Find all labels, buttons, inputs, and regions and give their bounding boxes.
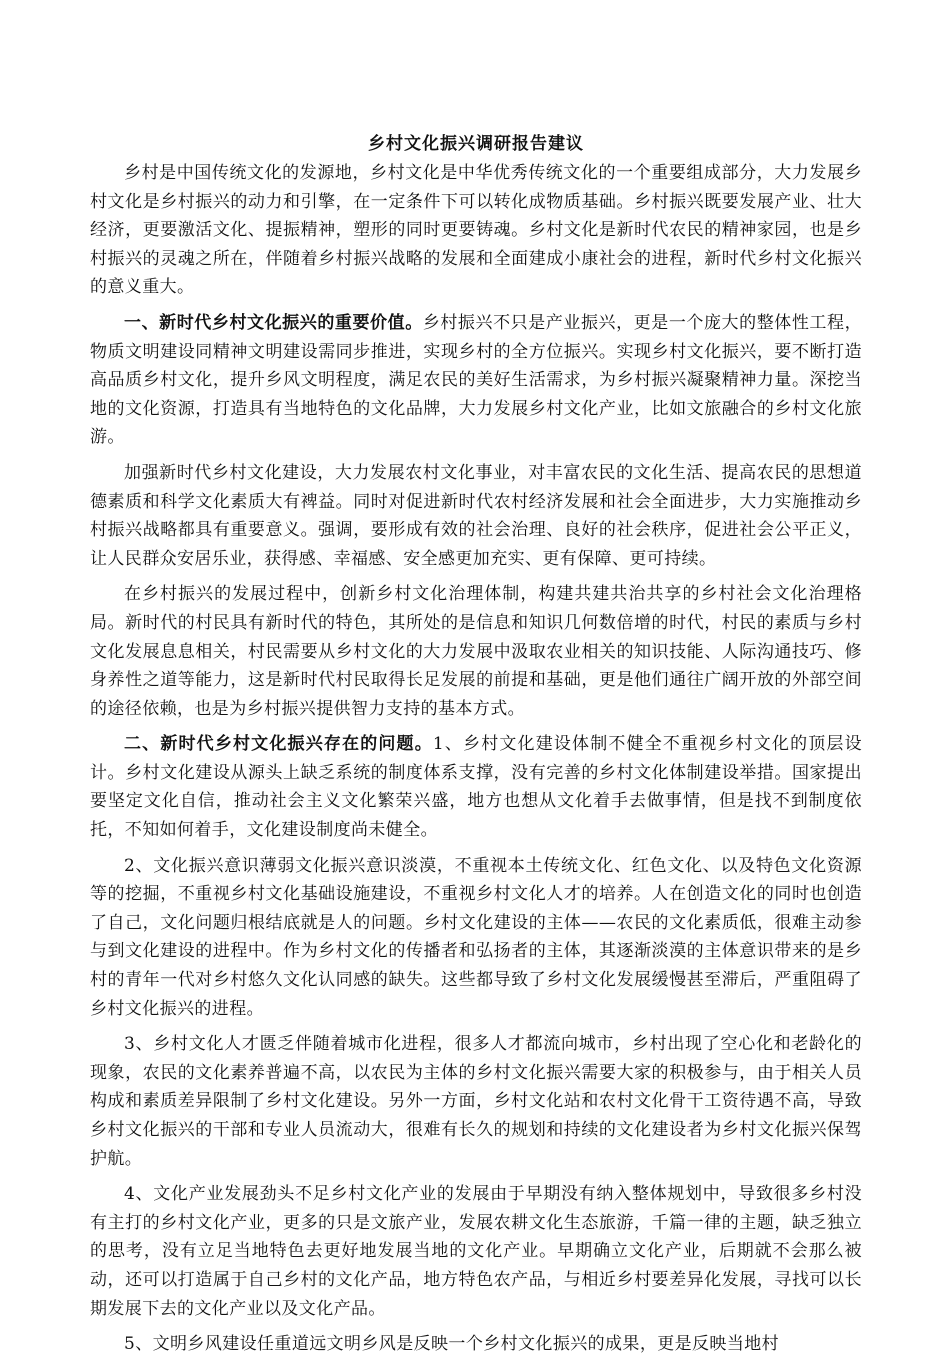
section-heading: 一、新时代乡村文化振兴的重要价值。	[124, 312, 423, 333]
paragraph-section-two	[90, 730, 862, 844]
paragraph-text: 2、文化振兴意识薄弱文化振兴意识淡漠，不重视本土传统文化、红色文化、以及特色文化资源等的挖掘，不重视乡村文化基础设施建设，不重视乡村文化人才的培养。人在创造文化的同时也创造了自己，文化问题归根结底就是人的问题。乡村文化建设的主体——农民的文化素质低，很难主动参与到文化建设的进程中。作为乡村文化的传播者和弘扬者的主体，其逐渐淡漠的主体意识带来的是乡村的青年一代对乡村悠久文化认同感的缺失。这些都导致了乡村文化发展缓慢甚至滞后，严重阻碍了乡村文化振兴的进程。	[90, 855, 862, 1019]
paragraph-cultural-construction	[90, 459, 862, 573]
paragraph-problem-4	[90, 1180, 862, 1323]
paragraph-text: 3、乡村文化人才匮乏伴随着城市化进程，很多人才都流向城市，乡村出现了空心化和老龄化的现象，农民的文化素养普遍不高，以农民为主体的乡村文化振兴需要大家的积极参与，由于相关人员构成和素质差异限制了乡村文化建设。另外一方面，乡村文化站和农村文化骨干工资待遇不高，导致乡村文化振兴的干部和专业人员流动大，很难有长久的规划和持续的文化建设者为乡村文化振兴保驾护航。	[90, 1034, 862, 1169]
paragraph-text: 乡村振兴不只是产业振兴，更是一个庞大的整体性工程，物质文明建设同精神文明建设需同步推进，实现乡村的全方位振兴。实现乡村文化振兴，要不断打造高品质乡村文化，提升乡风文明程度，满足农民的美好生活需求，为乡村振兴凝聚精神力量。深挖当地的文化资源，打造具有当地特色的文化品牌，大力发展乡村文化产业，比如文旅融合的乡村文化旅游。	[90, 312, 862, 448]
paragraph-text: 4、文化产业发展劲头不足乡村文化产业的发展由于早期没有纳入整体规划中，导致很多乡村没有主打的乡村文化产业，更多的只是文旅产业，发展农耕文化生态旅游，千篇一律的主题，缺乏独立的思考，没有立足当地特色去更好地发展当地的文化产业。早期确立文化产业，后期就不会那么被动，还可以打造属于自己乡村的文化产品，地方特色农产品，与相近乡村要差异化发展，寻找可以长期发展下去的文化产业以及文化产品。	[90, 1184, 862, 1319]
paragraph-section-one	[90, 309, 862, 452]
paragraph-intro	[90, 159, 862, 302]
paragraph-text: 乡村是中国传统文化的发源地，乡村文化是中华优秀传统文化的一个重要组成部分，大力发展乡村文化是乡村振兴的动力和引擎，在一定条件下可以转化成物质基础。乡村振兴既要发展产业、壮大经济，更要激活文化、提振精神，塑形的同时更要铸魂。乡村文化是新时代农民的精神家园，也是乡村振兴的灵魂之所在，伴随着乡村振兴战略的发展和全面建成小康社会的进程，新时代乡村文化振兴的意义重大。	[90, 163, 862, 298]
paragraph-governance	[90, 580, 862, 723]
paragraph-problem-5	[90, 1330, 862, 1359]
section-heading: 二、新时代乡村文化振兴存在的问题。	[124, 734, 433, 755]
paragraph-text: 在乡村振兴的发展过程中，创新乡村文化治理体制，构建共建共治共享的乡村社会文化治理格局。新时代的村民具有新时代的特色，其所处的是信息和知识几何数倍增的时代，村民的素质与乡村文化发展息息相关，村民需要从乡村文化的大力发展中汲取农业相关的知识技能、人际沟通技巧、修身养性之道等能力，这是新时代村民取得长足发展的前提和基础，更是他们通往广阔开放的外部空间的途径依赖，也是为乡村振兴提供智力支持的基本方式。	[90, 584, 862, 719]
paragraph-problem-3	[90, 1030, 862, 1173]
paragraph-problem-2	[90, 852, 862, 1024]
paragraph-text: 1、乡村文化建设体制不健全不重视乡村文化的顶层设计。乡村文化建设从源头上缺乏系统的制度体系支撑，没有完善的乡村文化体制建设举措。国家提出要坚定文化自信，推动社会主义文化繁荣兴盛，地方也想从文化着手去做事情，但是找不到制度依托，不知如何着手，文化建设制度尚未健全。	[90, 734, 862, 841]
paragraph-text: 加强新时代乡村文化建设，大力发展农村文化事业，对丰富农民的文化生活、提高农民的思想道德素质和科学文化素质大有裨益。同时对促进新时代农村经济发展和社会全面进步，大力实施推动乡村振兴战略都具有重要意义。强调，要形成有效的社会治理、良好的社会秩序，促进社会公平正义，让人民群众安居乐业，获得感、幸福感、安全感更加充实、更有保障、更可持续。	[90, 462, 862, 569]
document-title: 乡村文化振兴调研报告建议	[368, 134, 584, 154]
document-page	[90, 131, 862, 1366]
paragraph-text: 5、文明乡风建设任重道远文明乡风是反映一个乡村文化振兴的成果，更是反映当地村	[124, 1334, 780, 1355]
